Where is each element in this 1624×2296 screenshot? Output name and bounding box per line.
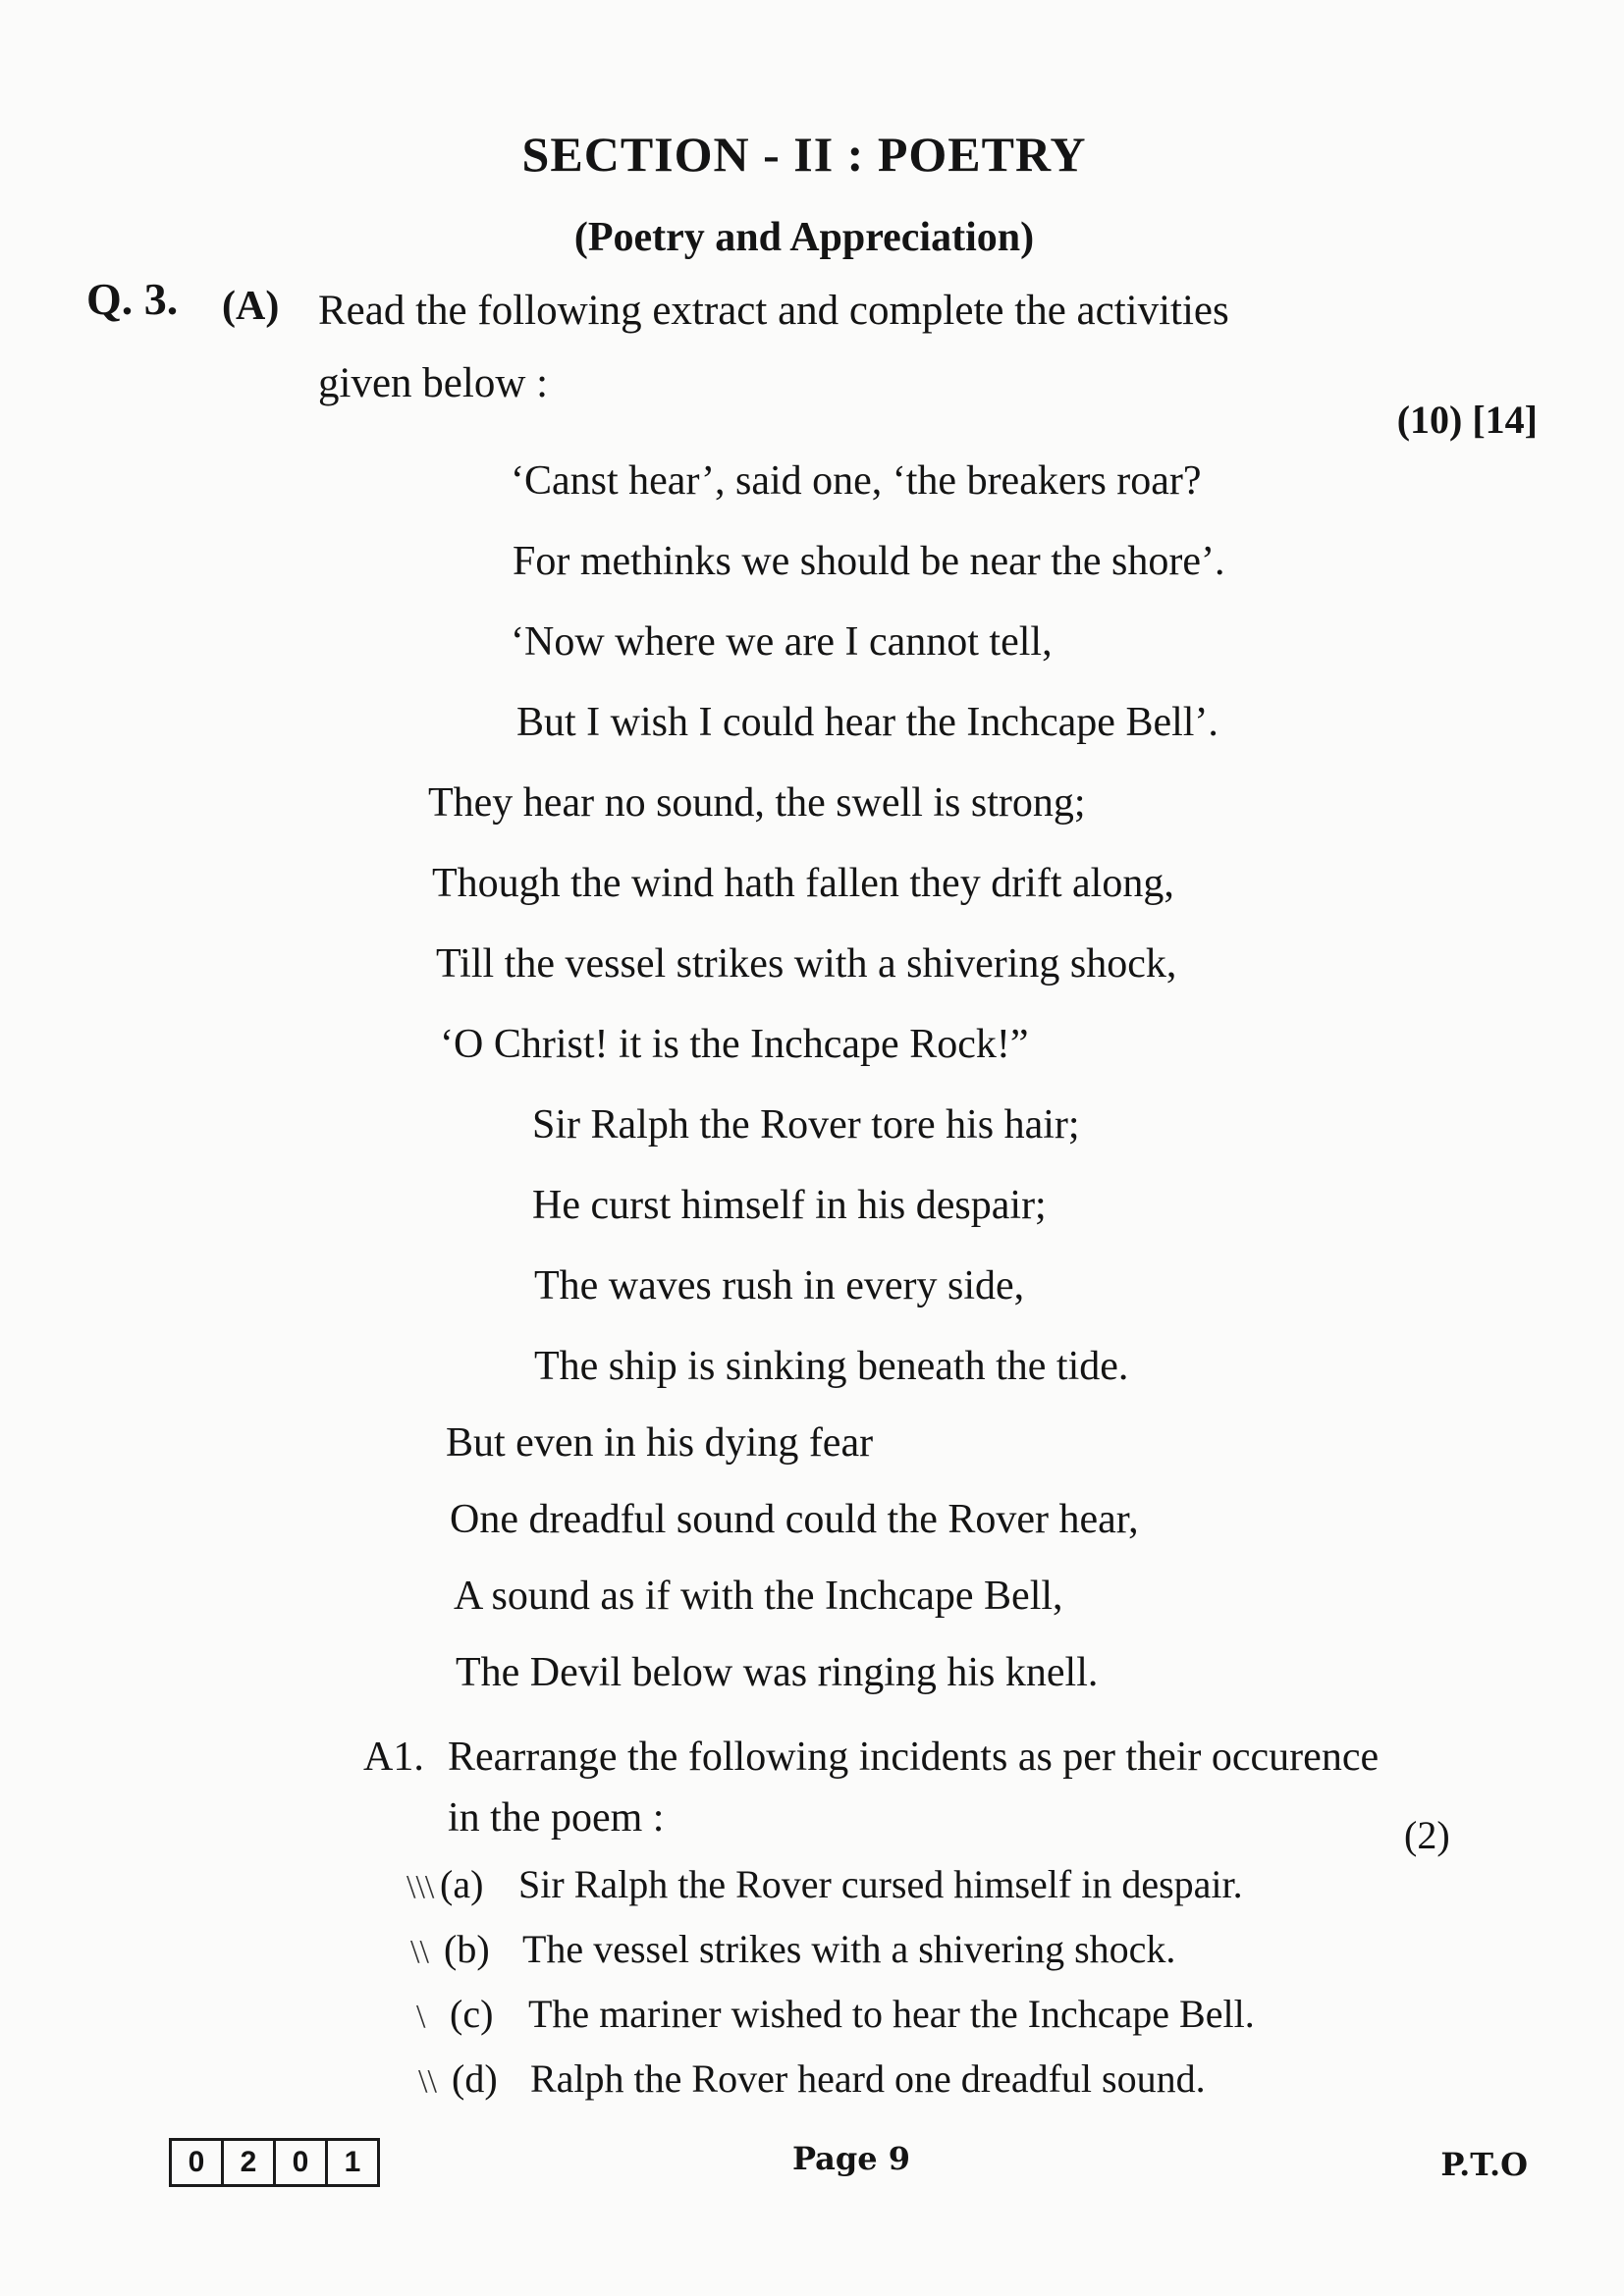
activity-instruction-line-1: Rearrange the following incidents as per their occurence: [448, 1735, 1380, 1780]
poem-line: One dreadful sound could the Rover hear,: [450, 1497, 1139, 1542]
instruction-line-2: given below :: [318, 360, 549, 406]
question-part: (A): [222, 284, 280, 329]
poem-line: But even in his dying fear: [446, 1420, 874, 1466]
poem-line: Though the wind hath fallen they drift along,: [432, 861, 1174, 906]
activity-marks: (2): [1404, 1813, 1450, 1857]
activity-label: A1.: [363, 1735, 424, 1780]
poem-line: The waves rush in every side,: [534, 1263, 1025, 1308]
handwritten-mark: \: [416, 1999, 426, 2035]
option-item: [416, 1991, 1255, 2037]
option-text: Ralph the Rover heard one dreadful sound.: [530, 2056, 1206, 2101]
option-letter: (d): [452, 2056, 498, 2101]
option-text: The vessel strikes with a shivering shock.: [522, 1927, 1176, 1971]
section-title: SECTION - II : POETRY: [521, 127, 1087, 182]
handwritten-mark: \\\: [406, 1869, 435, 1905]
instruction-line-1: Read the following extract and complete the activities: [318, 288, 1229, 334]
code-digit: 0: [276, 2141, 328, 2184]
poem-line: Sir Ralph the Rover tore his hair;: [532, 1102, 1080, 1148]
poem-line: ‘Canst hear’, said one, ‘the breakers roar?: [511, 458, 1202, 504]
poem-line: But I wish I could hear the Inchcape Bell’.: [516, 700, 1218, 745]
poem-line: The ship is sinking beneath the tide.: [534, 1344, 1129, 1389]
option-letter: (b): [444, 1927, 490, 1971]
poem-line: They hear no sound, the swell is strong;: [428, 780, 1086, 826]
poem-line: A sound as if with the Inchcape Bell,: [454, 1574, 1063, 1619]
activity-instruction-line-2: in the poem :: [448, 1795, 665, 1841]
poem-line: The Devil below was ringing his knell.: [456, 1650, 1099, 1695]
poem-line: ‘Now where we are I cannot tell,: [511, 619, 1053, 665]
option-letter: (a): [440, 1862, 484, 1906]
page-number: Page 9: [791, 2140, 911, 2177]
handwritten-mark: \\: [418, 2063, 437, 2100]
option-item: [406, 1861, 1243, 1907]
section-subtitle: (Poetry and Appreciation): [573, 215, 1035, 260]
option-item: [418, 2056, 1206, 2102]
code-digit: 2: [224, 2141, 276, 2184]
question-marks: (10) [14]: [1396, 398, 1538, 442]
poem-line: Till the vessel strikes with a shivering shock,: [436, 941, 1177, 987]
option-text: Sir Ralph the Rover cursed himself in despair.: [518, 1862, 1243, 1906]
code-digit: 0: [172, 2141, 224, 2184]
handwritten-mark: \\: [410, 1934, 429, 1970]
question-number: Q. 3.: [86, 274, 179, 324]
poem-line: He curst himself in his despair;: [532, 1183, 1047, 1228]
option-letter: (c): [450, 1992, 494, 2036]
code-digit: 1: [344, 2146, 361, 2178]
poem-line: ‘O Christ! it is the Inchcape Rock!”: [440, 1022, 1029, 1067]
pto-label: P.T.O: [1440, 2146, 1528, 2183]
option-text: The mariner wished to hear the Inchcape Bell.: [528, 1992, 1255, 2036]
option-item: [410, 1926, 1175, 1972]
poem-line: For methinks we should be near the shore’.: [513, 539, 1225, 584]
